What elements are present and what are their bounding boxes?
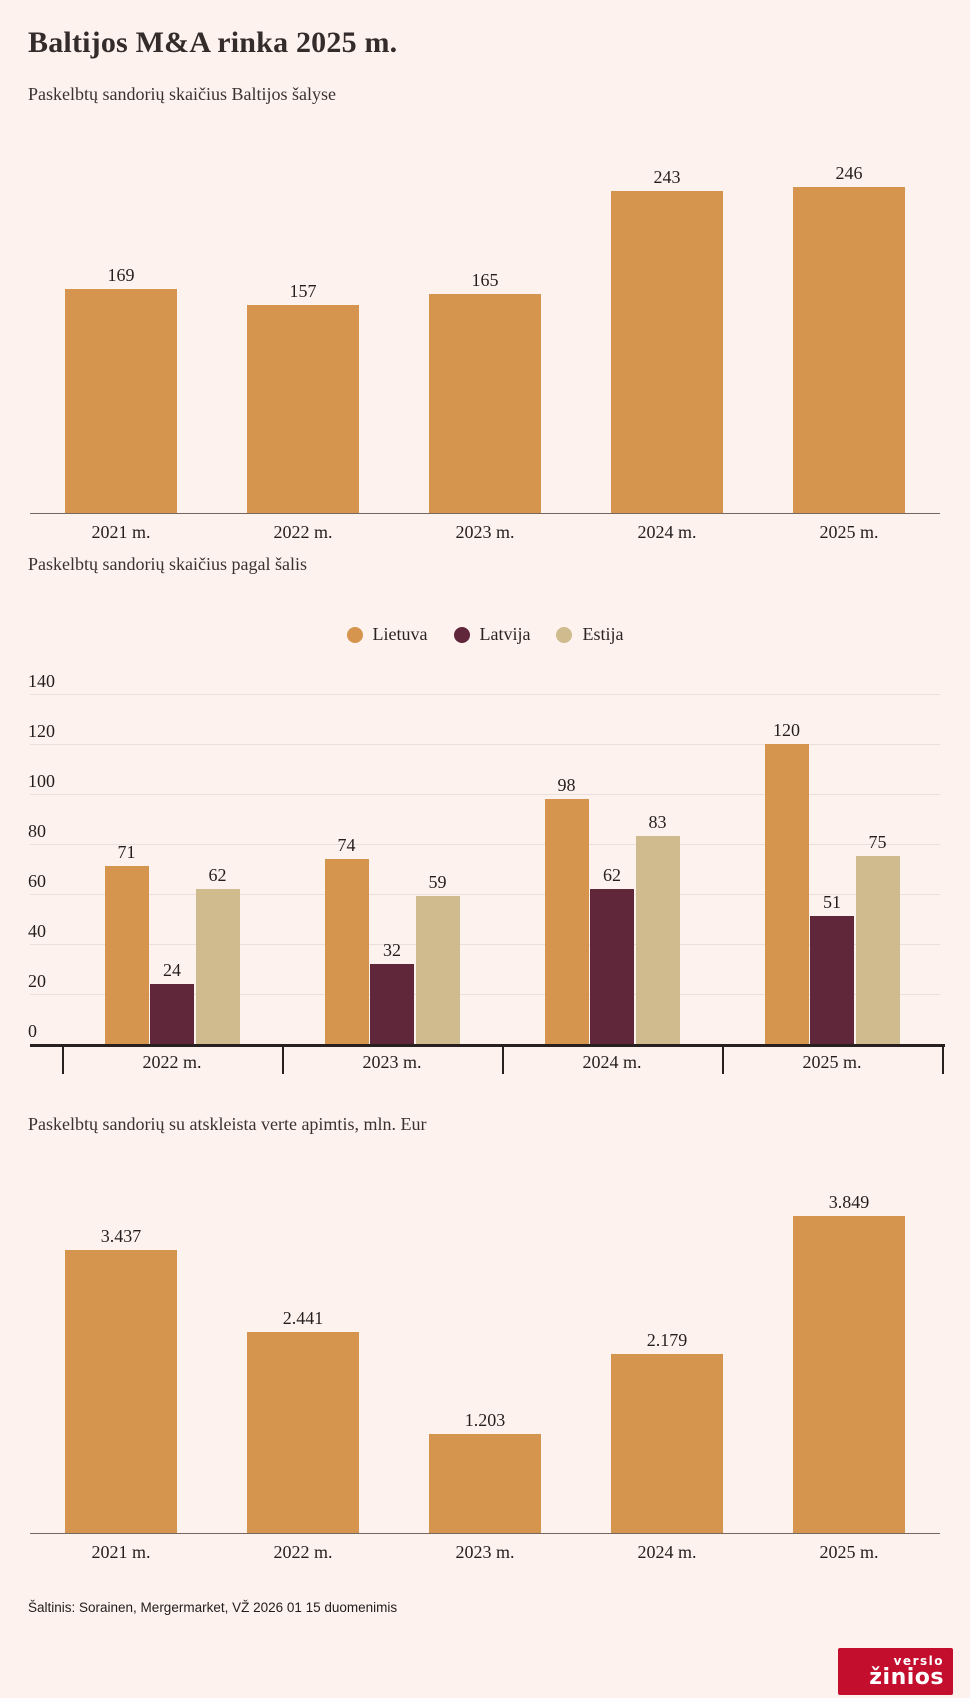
bar-value-label: 75: [868, 832, 887, 852]
legend-item-latvija: [454, 624, 531, 645]
x-axis-label: 2023 m.: [362, 1052, 422, 1072]
bar-2023m: [429, 294, 541, 513]
y-axis-label: 40: [28, 921, 46, 941]
bar-2023m: [429, 1434, 541, 1533]
chart2-subtitle: Paskelbtų sandorių skaičius pagal šalis: [28, 554, 307, 574]
bar-value-label: 24: [163, 960, 181, 980]
x-axis-label: 2025 m.: [819, 1542, 879, 1562]
bar-2024m-lietuva: [545, 799, 589, 1044]
x-axis: [30, 1044, 945, 1047]
bar-value-label: 59: [428, 872, 447, 892]
x-axis-label: 2022 m.: [273, 1542, 333, 1562]
x-axis-label: 2022 m.: [142, 1052, 202, 1072]
bar-value-label: 32: [383, 940, 401, 960]
bar-value-label: 2.179: [646, 1330, 688, 1350]
y-axis-label: 140: [28, 671, 55, 691]
bar-value-label: 71: [117, 842, 136, 862]
bar-2021m: [65, 1250, 177, 1533]
x-axis-label: 2023 m.: [455, 1542, 515, 1562]
x-axis: [30, 1533, 940, 1534]
legend-label: Latvija: [479, 624, 531, 644]
bar-value-label: 98: [557, 775, 576, 795]
bar-2024m: [611, 1354, 723, 1533]
bar-value-label: 62: [208, 865, 227, 885]
bar-value-label: 169: [107, 265, 135, 285]
chart1-subtitle: Paskelbtų sandorių skaičius Baltijos šalyse: [28, 84, 336, 104]
axis-tick: [722, 1044, 724, 1074]
logo-line2: žinios: [869, 1664, 944, 1690]
legend-label: Lietuva: [372, 624, 428, 644]
x-axis-label: 2025 m.: [802, 1052, 862, 1072]
x-axis-label: 2022 m.: [273, 522, 333, 542]
bar-value-label: 3.437: [100, 1226, 142, 1246]
bar-value-label: 243: [653, 167, 681, 187]
gridline: [30, 694, 940, 695]
page-title: Baltijos M&A rinka 2025 m.: [28, 26, 398, 59]
y-axis-label: 120: [28, 721, 55, 741]
bar-2025m: [793, 1216, 905, 1533]
x-axis-label: 2025 m.: [819, 522, 879, 542]
bar-value-label: 51: [823, 892, 841, 912]
y-axis-label: 0: [28, 1021, 37, 1041]
x-axis-label: 2023 m.: [455, 522, 515, 542]
bar-2023m-estija: [416, 896, 460, 1044]
bar-value-label: 157: [289, 281, 317, 301]
x-axis-label: 2021 m.: [91, 522, 151, 542]
bar-value-label: 165: [471, 270, 499, 290]
bar-2025m-estija: [856, 856, 900, 1044]
bar-2022m-lietuva: [105, 866, 149, 1044]
bar-2024m-latvija: [590, 889, 634, 1044]
axis-tick: [62, 1044, 64, 1074]
bar-2025m: [793, 187, 905, 513]
y-axis-label: 100: [28, 771, 55, 791]
logo-line1: verslo: [893, 1653, 944, 1668]
bar-2025m-latvija: [810, 916, 854, 1044]
bar-value-label: 83: [648, 812, 667, 832]
bar-2023m-latvija: [370, 964, 414, 1044]
axis-tick: [282, 1044, 284, 1074]
bar-value-label: 74: [337, 835, 356, 855]
bar-value-label: 3.849: [828, 1192, 870, 1212]
bar-2022m: [247, 305, 359, 513]
bar-value-label: 62: [603, 865, 621, 885]
y-axis-label: 60: [28, 871, 46, 891]
verslo-zinios-logo: [838, 1648, 953, 1695]
legend-item-estija: [556, 624, 623, 645]
bar-2024m-estija: [636, 836, 680, 1044]
source-note: Šaltinis: Sorainen, Mergermarket, VŽ 2026 01 15 duomenimis: [28, 1600, 398, 1615]
bar-2022m: [247, 1332, 359, 1533]
chart2-legend: [0, 624, 970, 645]
bar-2022m-estija: [196, 889, 240, 1044]
legend-dot-estija: [556, 627, 572, 643]
bar-value-label: 246: [835, 163, 863, 183]
legend-label: Estija: [582, 624, 624, 644]
bar-2022m-latvija: [150, 984, 194, 1044]
chart3-subtitle: Paskelbtų sandorių su atskleista verte apimtis, mln. Eur: [28, 1114, 427, 1134]
y-axis-label: 20: [28, 971, 46, 991]
axis-tick: [502, 1044, 504, 1074]
x-axis-label: 2024 m.: [637, 1542, 697, 1562]
axis-tick: [942, 1044, 944, 1074]
bar-value-label: 1.203: [464, 1410, 506, 1430]
legend-item-lietuva: [347, 624, 428, 645]
legend-dot-latvija: [454, 627, 470, 643]
legend-dot-lietuva: [347, 627, 363, 643]
bar-2024m: [611, 191, 723, 513]
x-axis-label: 2021 m.: [91, 1542, 151, 1562]
x-axis: [30, 513, 940, 514]
x-axis-label: 2024 m.: [582, 1052, 642, 1072]
bar-2021m: [65, 289, 177, 513]
bar-value-label: 120: [773, 720, 800, 740]
bar-value-label: 2.441: [282, 1308, 324, 1328]
y-axis-label: 80: [28, 821, 46, 841]
x-axis-label: 2024 m.: [637, 522, 697, 542]
